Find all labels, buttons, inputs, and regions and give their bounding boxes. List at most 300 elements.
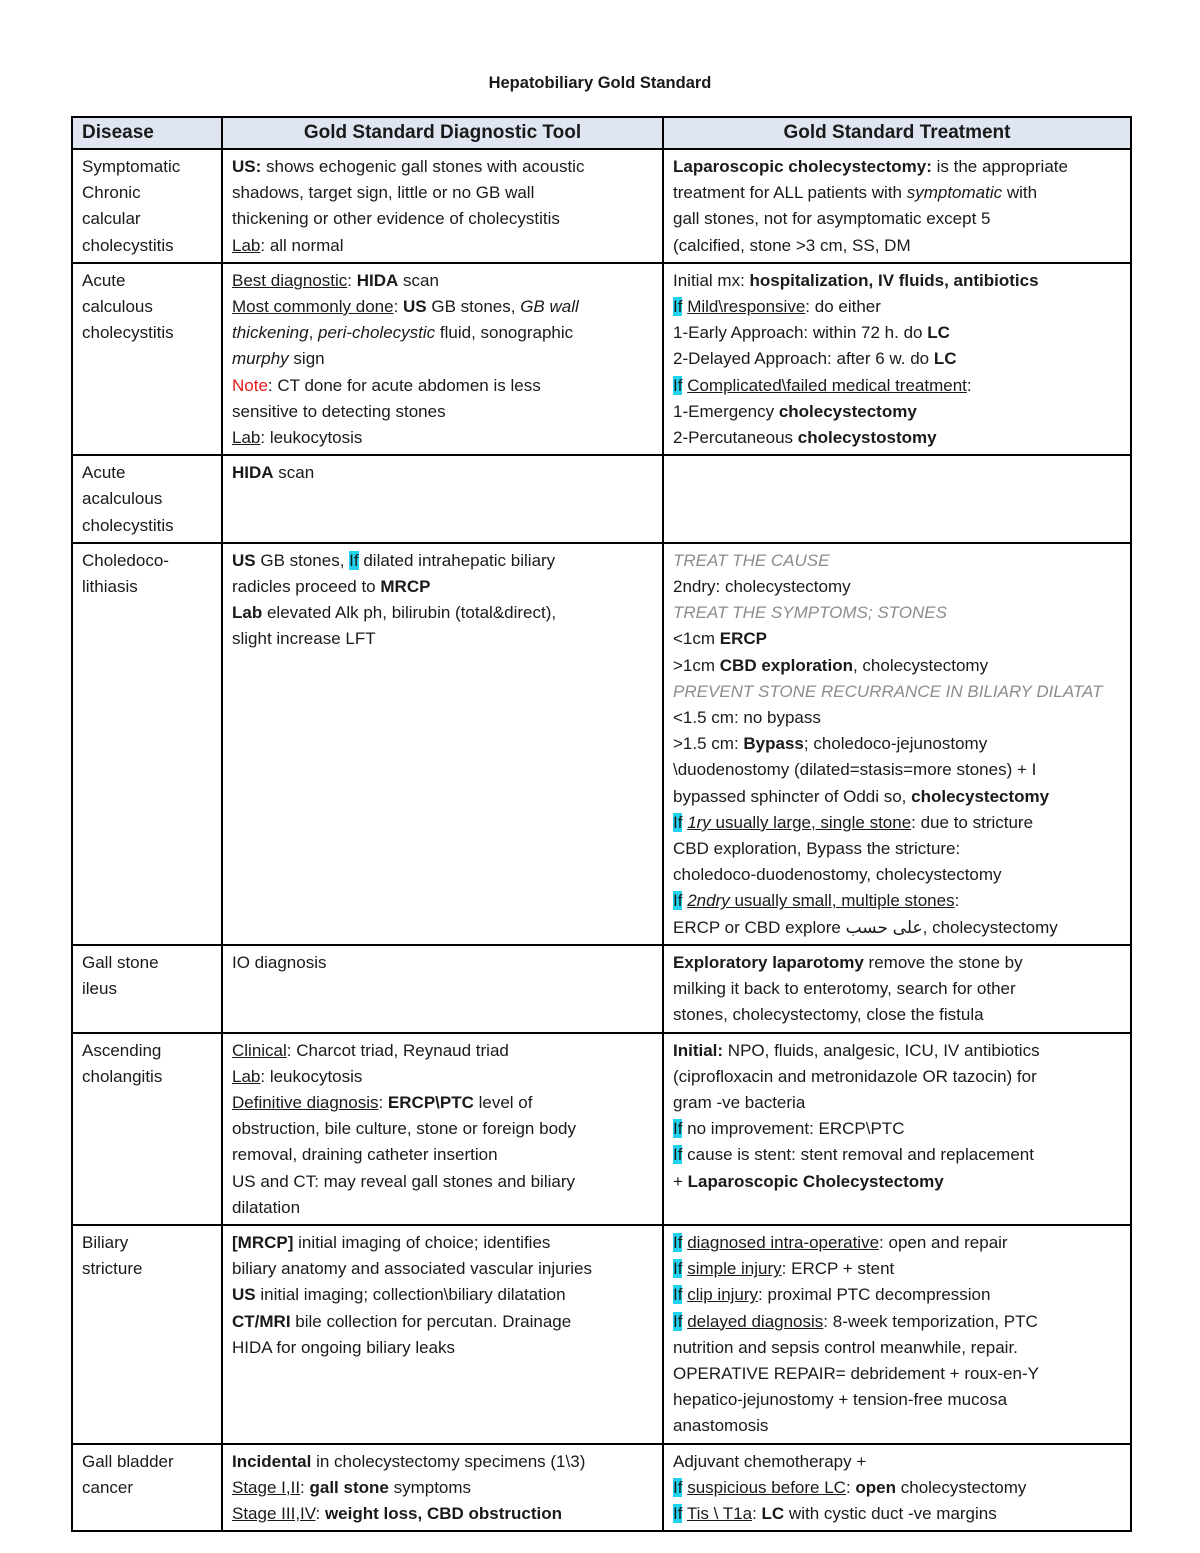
treatment-cell <box>663 263 1131 455</box>
text-line <box>673 888 1121 914</box>
treatment-cell <box>663 455 1131 543</box>
text-line <box>232 1256 653 1282</box>
text-run: Stage III,IV <box>232 1503 316 1523</box>
treatment-cell <box>663 149 1131 263</box>
text-run: usually large, single stone <box>710 812 912 832</box>
text-run: GB wall <box>520 297 579 317</box>
text-line <box>232 373 653 399</box>
text-line <box>673 373 1121 399</box>
text-run: Definitive diagnosis <box>232 1092 379 1112</box>
text-line <box>82 976 212 1002</box>
text-run: 1ry <box>687 812 711 832</box>
text-run: : <box>845 1477 856 1497</box>
text-line <box>673 1387 1121 1413</box>
table-row <box>72 149 1131 263</box>
text-run: cause is stent: stent removal and replacement <box>682 1145 1034 1165</box>
text-line <box>673 1116 1121 1142</box>
text-line <box>82 1230 212 1256</box>
text-line <box>673 950 1121 976</box>
text-line <box>82 1038 212 1064</box>
text-line <box>673 757 1121 783</box>
text-run: <1cm <box>673 629 720 649</box>
text-run: : open and repair <box>879 1232 1008 1252</box>
text-line <box>232 1064 653 1090</box>
text-run: radicles proceed to <box>232 577 381 597</box>
treatment-cell <box>663 1444 1131 1532</box>
text-run: with cystic duct -ve margins <box>784 1503 997 1523</box>
text-run: LC <box>933 349 957 369</box>
text-line <box>673 1413 1121 1439</box>
if-highlight: If <box>673 812 683 832</box>
text-run: Gall bladder <box>82 1451 174 1471</box>
text-run: : <box>393 297 404 317</box>
text-line <box>673 180 1121 206</box>
text-line <box>82 320 212 346</box>
text-line <box>673 784 1121 810</box>
text-run: Chronic <box>82 183 141 203</box>
text-run: MRCP <box>380 577 431 597</box>
text-run: : <box>954 891 960 911</box>
if-highlight: If <box>673 297 683 317</box>
text-run: initial imaging; collection\biliary dilatation <box>255 1285 566 1305</box>
text-run: >1.5 cm: <box>673 734 744 754</box>
text-run: 1-Emergency <box>673 401 779 421</box>
text-run: IO diagnosis <box>232 952 327 972</box>
treatment-cell <box>663 543 1131 945</box>
table-row <box>72 945 1131 1033</box>
text-run: cholecystectomy <box>778 401 917 421</box>
text-run: treatment for ALL patients with <box>673 183 907 203</box>
text-run: , cholecystectomy <box>852 655 989 675</box>
text-line <box>232 180 653 206</box>
text-run: Lab <box>232 603 263 623</box>
text-run: Ascending <box>82 1040 162 1060</box>
text-run: HIDA for ongoing biliary leaks <box>232 1337 456 1357</box>
text-run: elevated Alk ph, bilirubin (total&direct), <box>262 603 557 623</box>
table-row <box>72 1444 1131 1532</box>
text-line <box>232 626 653 652</box>
text-line <box>673 1064 1121 1090</box>
text-run: gram -ve bacteria <box>673 1092 806 1112</box>
text-run: TREAT THE SYMPTOMS; STONES <box>673 603 947 623</box>
diagnostic-cell <box>222 149 663 263</box>
disease-cell <box>72 1225 222 1444</box>
text-line <box>82 233 212 259</box>
text-run: Bypass <box>743 734 804 754</box>
text-run: bypassed sphincter of Oddi so, <box>673 786 912 806</box>
text-line <box>232 950 653 976</box>
text-line <box>673 1449 1121 1475</box>
text-run: calcular <box>82 209 141 229</box>
text-line <box>673 626 1121 652</box>
text-line <box>82 180 212 206</box>
text-run: : do either <box>805 297 881 317</box>
text-line <box>673 1256 1121 1282</box>
text-run: peri-cholecystic <box>318 323 436 343</box>
text-line <box>673 268 1121 294</box>
text-run: removal, draining catheter insertion <box>232 1145 498 1165</box>
text-run: initial imaging of choice; identifies <box>293 1232 551 1252</box>
if-highlight: If <box>673 1503 683 1523</box>
diagnostic-cell <box>222 1033 663 1225</box>
treatment-cell <box>663 1033 1131 1225</box>
text-run: gall stones, not for asymptomatic except 5 <box>673 209 991 229</box>
text-line <box>232 268 653 294</box>
text-run: open <box>855 1477 897 1497</box>
text-run: : due to stricture <box>911 812 1034 832</box>
if-highlight: If <box>673 1232 683 1252</box>
text-run: OPERATIVE REPAIR= debridement + roux-en-Y <box>673 1363 1039 1383</box>
text-line <box>232 346 653 372</box>
treatment-cell <box>663 945 1131 1033</box>
text-line <box>673 206 1121 232</box>
text-line <box>673 1282 1121 1308</box>
text-run: HIDA <box>356 270 399 290</box>
text-run: GB stones, <box>426 297 521 317</box>
text-line <box>673 346 1121 372</box>
text-run: Symptomatic <box>82 157 181 176</box>
text-line <box>673 425 1121 451</box>
diagnostic-cell <box>222 945 663 1033</box>
text-run: ; choledoco-jejunostomy <box>803 734 988 754</box>
text-run: Exploratory laparotomy <box>673 952 864 972</box>
text-line <box>673 1038 1121 1064</box>
if-highlight: If <box>673 1119 683 1139</box>
text-run: : <box>966 375 972 395</box>
text-line <box>82 154 212 180</box>
text-run: Gall stone <box>82 952 159 972</box>
text-line <box>673 915 1121 941</box>
diagnostic-cell <box>222 455 663 543</box>
text-line <box>673 320 1121 346</box>
text-run: fluid, sonographic <box>435 323 574 343</box>
text-run: simple injury <box>687 1259 782 1279</box>
text-run: cholecystectomy <box>896 1477 1027 1497</box>
text-run: nutrition and sepsis control meanwhile, repair. <box>673 1337 1018 1357</box>
disease-cell <box>72 455 222 543</box>
text-line <box>232 320 653 346</box>
text-run: HIDA <box>232 463 274 483</box>
text-run: cholangitis <box>82 1066 163 1086</box>
diagnostic-cell <box>222 543 663 945</box>
header-treatment: Gold Standard Treatment <box>663 117 1131 149</box>
text-run: : <box>752 1503 762 1523</box>
text-line <box>232 1090 653 1116</box>
text-line <box>673 1230 1121 1256</box>
text-line <box>232 1169 653 1195</box>
text-line <box>232 548 653 574</box>
disease-cell <box>72 543 222 945</box>
treatment-cell <box>663 1225 1131 1444</box>
text-run: usually small, multiple stones <box>729 891 955 911</box>
text-run: sensitive to detecting stones <box>232 401 446 421</box>
text-run: Mild\responsive <box>687 297 806 317</box>
text-run: Adjuvant chemotherapy + <box>673 1451 867 1471</box>
disease-cell <box>72 149 222 263</box>
text-run: US <box>403 297 427 317</box>
text-run: US <box>232 1285 256 1305</box>
text-line <box>82 574 212 600</box>
text-line <box>673 1335 1121 1361</box>
text-run: bile collection for percutan. Drainage <box>290 1311 572 1331</box>
text-run: shadows, target sign, little or no GB wall <box>232 183 535 203</box>
text-line <box>673 1361 1121 1387</box>
text-line <box>232 206 653 232</box>
text-run: 2ndry: cholecystectomy <box>673 577 851 597</box>
header-diagnostic-tool: Gold Standard Diagnostic Tool <box>222 117 663 149</box>
text-line <box>82 1475 212 1501</box>
text-run: 2-Percutaneous <box>673 428 798 448</box>
text-run: remove the stone by <box>863 952 1023 972</box>
text-run: CBD exploration, Bypass the stricture: <box>673 839 961 859</box>
text-run: acalculous <box>82 489 163 509</box>
text-run: hospitalization, IV fluids, antibiotics <box>749 270 1039 290</box>
text-run: : Charcot triad, Reynaud triad <box>286 1040 509 1060</box>
text-run: : <box>300 1477 310 1497</box>
text-run: LC <box>927 323 950 343</box>
text-line <box>673 1090 1121 1116</box>
text-line <box>232 1335 653 1361</box>
text-line <box>232 1501 653 1527</box>
text-line <box>232 154 653 180</box>
text-run: gall stone <box>309 1477 389 1497</box>
text-run: ileus <box>82 979 117 999</box>
text-line <box>232 1475 653 1501</box>
text-run: PREVENT STONE RECURRANCE IN BILIARY DILATAT <box>673 681 1103 701</box>
text-run: choledoco-duodenostomy, cholecystectomy <box>673 865 1002 885</box>
text-run: obstruction, bile culture, stone or foreign body <box>232 1119 576 1139</box>
text-line <box>82 950 212 976</box>
text-line <box>673 548 1121 574</box>
text-run: US: <box>232 157 262 176</box>
text-run: US and CT: may reveal gall stones and biliary <box>232 1171 575 1191</box>
text-line <box>232 425 653 451</box>
text-run: slight increase LFT <box>232 629 376 649</box>
text-line <box>673 574 1121 600</box>
text-run: (calcified, stone >3 cm, SS, DM <box>673 235 911 255</box>
text-run: : all normal <box>260 235 344 255</box>
text-run: Acute <box>82 270 126 290</box>
text-line <box>232 1230 653 1256</box>
text-line <box>82 1064 212 1090</box>
text-run: Initial: <box>673 1040 724 1060</box>
text-run: milking it back to enterotomy, search for other <box>673 979 1016 999</box>
text-run: : <box>378 1092 388 1112</box>
text-run: , <box>308 323 319 343</box>
text-run: Laparoscopic cholecystectomy: <box>673 157 932 176</box>
text-line <box>82 294 212 320</box>
text-line <box>673 836 1121 862</box>
text-line <box>232 1282 653 1308</box>
text-run: diagnosed intra-operative <box>687 1232 880 1252</box>
text-run: cancer <box>82 1477 134 1497</box>
text-run: US <box>232 550 256 570</box>
text-run: Complicated\failed medical treatment <box>687 375 967 395</box>
table-row <box>72 1225 1131 1444</box>
diagnostic-cell <box>222 263 663 455</box>
text-run: cholecystitis <box>82 235 174 255</box>
text-run: suspicious before LC <box>687 1477 846 1497</box>
text-run: : leukocytosis <box>260 428 363 448</box>
disease-cell <box>72 263 222 455</box>
text-run: cholecystectomy <box>911 786 1050 806</box>
text-line <box>673 731 1121 757</box>
text-line <box>673 1309 1121 1335</box>
text-run: stones, cholecystectomy, close the fistula <box>673 1005 984 1025</box>
text-run: with <box>1002 183 1038 203</box>
if-highlight: If <box>673 891 683 911</box>
text-run: murphy <box>232 349 289 369</box>
text-line <box>232 1195 653 1221</box>
text-line <box>673 976 1121 1002</box>
text-run: : <box>315 1503 325 1523</box>
text-run: dilated intrahepatic biliary <box>358 550 556 570</box>
text-run: dilatation <box>232 1197 301 1217</box>
text-run: NPO, fluids, analgesic, ICU, IV antibiotics <box>723 1040 1040 1060</box>
text-line <box>82 268 212 294</box>
text-run: stricture <box>82 1259 143 1279</box>
table-row <box>72 263 1131 455</box>
text-run: symptomatic <box>906 183 1003 203</box>
text-run: Incidental <box>232 1451 312 1471</box>
disease-cell <box>72 945 222 1033</box>
text-run: >1cm <box>673 655 720 675</box>
text-run: + <box>673 1171 688 1191</box>
if-highlight: If <box>673 1145 683 1165</box>
text-run: calculous <box>82 297 153 317</box>
text-run: no improvement: ERCP\PTC <box>682 1119 905 1139</box>
if-highlight: If <box>673 1477 683 1497</box>
text-line <box>673 1501 1121 1527</box>
diagnostic-cell <box>222 1444 663 1532</box>
text-run: level of <box>473 1092 533 1112</box>
text-line <box>673 1475 1121 1501</box>
text-run: [MRCP] <box>232 1232 294 1252</box>
text-run: Choledoco- <box>82 550 169 570</box>
text-line <box>82 1256 212 1282</box>
text-run: scan <box>273 463 315 483</box>
text-line <box>673 233 1121 259</box>
text-run: delayed diagnosis <box>687 1311 824 1331</box>
text-run: scan <box>398 270 439 290</box>
text-run: cholecystitis <box>82 323 174 343</box>
text-line <box>232 574 653 600</box>
text-line <box>673 600 1121 626</box>
text-run: ERCP <box>719 629 768 649</box>
table-row <box>72 455 1131 543</box>
if-highlight: If <box>673 1259 683 1279</box>
text-line <box>232 294 653 320</box>
text-run: Biliary <box>82 1232 129 1252</box>
text-line <box>673 1169 1121 1195</box>
text-run: : proximal PTC decompression <box>758 1285 991 1305</box>
header-disease: Disease <box>72 117 222 149</box>
text-line <box>82 513 212 539</box>
text-line <box>673 653 1121 679</box>
text-run: cholecystitis <box>82 515 174 535</box>
text-run: \duodenostomy (dilated=stasis=more stones) + I <box>673 760 1037 780</box>
text-run: lithiasis <box>82 577 138 597</box>
diagnostic-cell <box>222 1225 663 1444</box>
if-highlight: If <box>673 1311 683 1331</box>
text-run: thickening <box>232 323 309 343</box>
table-body <box>72 149 1131 1531</box>
text-run: anastomosis <box>673 1416 769 1436</box>
text-run: ERCP\PTC <box>387 1092 474 1112</box>
text-run: Best diagnostic <box>232 270 348 290</box>
text-run: in cholecystectomy specimens (1\3) <box>311 1451 586 1471</box>
disease-cell <box>72 1444 222 1532</box>
text-run: Acute <box>82 463 126 483</box>
text-run: 1-Early Approach: within 72 h. do <box>673 323 928 343</box>
text-line <box>82 206 212 232</box>
if-highlight: If <box>673 375 683 395</box>
text-run: CBD exploration <box>719 655 853 675</box>
text-run: TREAT THE CAUSE <box>673 550 830 570</box>
text-run: : <box>347 270 357 290</box>
text-run: thickening or other evidence of cholecystitis <box>232 209 560 229</box>
text-run: LC <box>761 1503 785 1523</box>
text-run: <1.5 cm: no bypass <box>673 708 821 728</box>
text-line <box>673 862 1121 888</box>
text-run: Lab <box>232 428 261 448</box>
text-line <box>232 1038 653 1064</box>
text-run: CT/MRI <box>232 1311 291 1331</box>
disease-cell <box>72 1033 222 1225</box>
if-highlight: If <box>673 1285 683 1305</box>
text-run: is the appropriate <box>931 157 1068 176</box>
text-run: : 8-week temporization, PTC <box>823 1311 1038 1331</box>
text-run: Lab <box>232 1066 261 1086</box>
text-line <box>673 294 1121 320</box>
page-title: Hepatobiliary Gold Standard <box>488 74 712 92</box>
text-run: clip injury <box>687 1285 759 1305</box>
text-line <box>673 1002 1121 1028</box>
text-line <box>673 1142 1121 1168</box>
text-run: 2ndry <box>687 891 730 911</box>
text-run: cholecystostomy <box>797 428 937 448</box>
text-run: Lab <box>232 235 261 255</box>
text-run: biliary anatomy and associated vascular injuries <box>232 1259 593 1279</box>
text-line <box>82 1449 212 1475</box>
if-highlight: If <box>349 550 359 570</box>
text-line <box>82 486 212 512</box>
text-run: 2-Delayed Approach: after 6 w. do <box>673 349 934 369</box>
text-run: Tis \ T1a <box>686 1503 753 1523</box>
text-run: hepatico-jejunostomy + tension-free mucosa <box>673 1390 1008 1410</box>
text-run: symptoms <box>388 1477 472 1497</box>
text-run: Initial mx: <box>673 270 750 290</box>
table-row <box>72 1033 1131 1225</box>
text-run: Clinical <box>232 1040 287 1060</box>
gold-standard-table <box>71 116 1132 1532</box>
text-line <box>673 810 1121 836</box>
text-run: : CT done for acute abdomen is less <box>267 375 541 395</box>
text-line <box>232 600 653 626</box>
text-line <box>82 460 212 486</box>
text-run: : leukocytosis <box>260 1066 363 1086</box>
text-run: shows echogenic gall stones with acoustic <box>261 157 585 176</box>
header-row <box>72 117 1131 149</box>
text-run: Most commonly done <box>232 297 394 317</box>
text-run: Note <box>232 375 268 395</box>
text-line <box>232 1142 653 1168</box>
text-run: ERCP or CBD explore على حسب, cholecystectomy <box>673 917 1058 937</box>
text-line <box>232 233 653 259</box>
table-row <box>72 543 1131 945</box>
text-line <box>232 1309 653 1335</box>
text-line <box>232 460 653 486</box>
